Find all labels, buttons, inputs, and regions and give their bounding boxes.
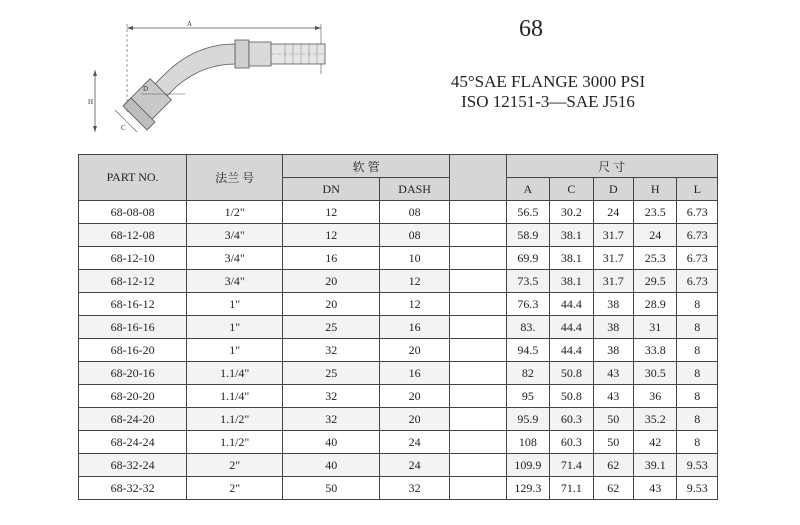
- cell-dn: 20: [283, 270, 380, 293]
- table-row: [79, 431, 718, 454]
- cell-blank: [450, 201, 507, 224]
- cell-part-no: 68-32-32: [79, 477, 187, 500]
- cell-flange: 3/4": [187, 224, 283, 247]
- cell-part-no: 68-24-24: [79, 431, 187, 454]
- cell-flange: 1.1/4": [187, 362, 283, 385]
- cell-part-no: 68-20-16: [79, 362, 187, 385]
- cell-dn: 32: [283, 339, 380, 362]
- table-row: [79, 201, 718, 224]
- cell-dash: 08: [380, 224, 450, 247]
- cell-c: 44.4: [550, 293, 593, 316]
- cell-flange: 1": [187, 293, 283, 316]
- header-dash: DASH: [380, 178, 450, 201]
- cell-c: 60.3: [550, 431, 593, 454]
- cell-part-no: 68-12-12: [79, 270, 187, 293]
- cell-blank: [450, 385, 507, 408]
- cell-dn: 40: [283, 431, 380, 454]
- dim-h-label: H: [88, 98, 94, 106]
- cell-d: 43: [593, 362, 633, 385]
- cell-h: 29.5: [634, 270, 677, 293]
- cell-flange: 1.1/2": [187, 408, 283, 431]
- cell-dash: 24: [380, 431, 450, 454]
- cell-a: 58.9: [506, 224, 549, 247]
- cell-l: 9.53: [677, 454, 718, 477]
- cell-part-no: 68-20-20: [79, 385, 187, 408]
- cell-c: 60.3: [550, 408, 593, 431]
- cell-dash: 24: [380, 454, 450, 477]
- cell-l: 9.53: [677, 477, 718, 500]
- cell-dash: 20: [380, 339, 450, 362]
- cell-l: 8: [677, 385, 718, 408]
- cell-a: 108: [506, 431, 549, 454]
- cell-part-no: 68-24-20: [79, 408, 187, 431]
- cell-h: 31: [634, 316, 677, 339]
- cell-flange: 1/2": [187, 201, 283, 224]
- header-l: L: [677, 178, 718, 201]
- header-hose: 软 管: [283, 155, 450, 178]
- table-row: [79, 454, 718, 477]
- table-row: [79, 293, 718, 316]
- cell-blank: [450, 293, 507, 316]
- cell-l: 6.73: [677, 270, 718, 293]
- cell-part-no: 68-32-24: [79, 454, 187, 477]
- cell-a: 73.5: [506, 270, 549, 293]
- table-row: [79, 362, 718, 385]
- cell-d: 38: [593, 293, 633, 316]
- cell-l: 6.73: [677, 247, 718, 270]
- cell-l: 8: [677, 408, 718, 431]
- cell-a: 95: [506, 385, 549, 408]
- cell-d: 38: [593, 339, 633, 362]
- cell-l: 8: [677, 316, 718, 339]
- title-line-1: 45°SAE FLANGE 3000 PSI: [450, 72, 646, 91]
- cell-flange: 1": [187, 339, 283, 362]
- cell-dash: 16: [380, 316, 450, 339]
- header-flange: 法兰 号: [187, 155, 283, 201]
- cell-dn: 12: [283, 201, 380, 224]
- header-part-no: PART NO.: [79, 155, 187, 201]
- cell-d: 31.7: [593, 224, 633, 247]
- cell-dash: 16: [380, 362, 450, 385]
- cell-part-no: 68-16-12: [79, 293, 187, 316]
- cell-l: 8: [677, 431, 718, 454]
- cell-l: 8: [677, 339, 718, 362]
- cell-dn: 50: [283, 477, 380, 500]
- cell-flange: 1": [187, 316, 283, 339]
- cell-a: 95.9: [506, 408, 549, 431]
- table-row: [79, 270, 718, 293]
- cell-h: 36: [634, 385, 677, 408]
- cell-flange: 2": [187, 454, 283, 477]
- cell-part-no: 68-16-20: [79, 339, 187, 362]
- cell-flange: 2": [187, 477, 283, 500]
- table-row: [79, 477, 718, 500]
- table-row: [79, 408, 718, 431]
- cell-c: 38.1: [550, 247, 593, 270]
- cell-h: 25.3: [634, 247, 677, 270]
- cell-blank: [450, 454, 507, 477]
- dim-c-label: C: [121, 124, 126, 132]
- title-line-2: ISO 12151-3—SAE J516: [461, 92, 635, 111]
- cell-dn: 12: [283, 224, 380, 247]
- cell-c: 38.1: [550, 270, 593, 293]
- cell-h: 30.5: [634, 362, 677, 385]
- cell-dn: 25: [283, 362, 380, 385]
- header-dimensions: 尺 寸: [506, 155, 717, 178]
- cell-dn: 40: [283, 454, 380, 477]
- cell-blank: [450, 477, 507, 500]
- cell-d: 50: [593, 431, 633, 454]
- header-dn: DN: [283, 178, 380, 201]
- dim-a-label: A: [187, 20, 193, 28]
- cell-d: 43: [593, 385, 633, 408]
- cell-c: 38.1: [550, 224, 593, 247]
- header-blank: [450, 155, 507, 201]
- cell-dash: 32: [380, 477, 450, 500]
- cell-c: 71.4: [550, 454, 593, 477]
- spec-table: [78, 154, 718, 500]
- cell-h: 43: [634, 477, 677, 500]
- cell-a: 82: [506, 362, 549, 385]
- header-h: H: [634, 178, 677, 201]
- table-row: [79, 339, 718, 362]
- table-row: [79, 385, 718, 408]
- cell-c: 71.1: [550, 477, 593, 500]
- cell-blank: [450, 270, 507, 293]
- cell-h: 35.2: [634, 408, 677, 431]
- cell-dash: 20: [380, 385, 450, 408]
- cell-part-no: 68-16-16: [79, 316, 187, 339]
- cell-dn: 32: [283, 408, 380, 431]
- cell-blank: [450, 339, 507, 362]
- cell-h: 39.1: [634, 454, 677, 477]
- cell-a: 56.5: [506, 201, 549, 224]
- cell-a: 83.: [506, 316, 549, 339]
- cell-dn: 25: [283, 316, 380, 339]
- cell-c: 44.4: [550, 316, 593, 339]
- cell-a: 69.9: [506, 247, 549, 270]
- cell-l: 8: [677, 362, 718, 385]
- cell-dash: 08: [380, 201, 450, 224]
- cell-l: 6.73: [677, 201, 718, 224]
- cell-a: 76.3: [506, 293, 549, 316]
- cell-d: 24: [593, 201, 633, 224]
- cell-flange: 1.1/2": [187, 431, 283, 454]
- cell-dn: 32: [283, 385, 380, 408]
- cell-d: 31.7: [593, 270, 633, 293]
- cell-dash: 12: [380, 293, 450, 316]
- header-c: C: [550, 178, 593, 201]
- cell-c: 50.8: [550, 362, 593, 385]
- cell-part-no: 68-08-08: [79, 201, 187, 224]
- cell-flange: 1.1/4": [187, 385, 283, 408]
- cell-l: 6.73: [677, 224, 718, 247]
- cell-dn: 20: [283, 293, 380, 316]
- cell-dash: 20: [380, 408, 450, 431]
- cell-blank: [450, 362, 507, 385]
- cell-c: 50.8: [550, 385, 593, 408]
- cell-h: 42: [634, 431, 677, 454]
- table-row: [79, 247, 718, 270]
- cell-a: 129.3: [506, 477, 549, 500]
- table-row: [79, 224, 718, 247]
- header-a: A: [506, 178, 549, 201]
- cell-flange: 3/4": [187, 270, 283, 293]
- cell-c: 44.4: [550, 339, 593, 362]
- cell-a: 109.9: [506, 454, 549, 477]
- cell-blank: [450, 247, 507, 270]
- cell-h: 33.8: [634, 339, 677, 362]
- cell-d: 31.7: [593, 247, 633, 270]
- cell-blank: [450, 408, 507, 431]
- cell-blank: [450, 316, 507, 339]
- table-row: [79, 316, 718, 339]
- dim-d-label: D: [143, 85, 149, 93]
- cell-l: 8: [677, 293, 718, 316]
- cell-d: 50: [593, 408, 633, 431]
- cell-d: 62: [593, 477, 633, 500]
- page-number: 68: [519, 16, 543, 42]
- cell-part-no: 68-12-10: [79, 247, 187, 270]
- cell-blank: [450, 431, 507, 454]
- cell-h: 24: [634, 224, 677, 247]
- cell-a: 94.5: [506, 339, 549, 362]
- cell-blank: [450, 224, 507, 247]
- cell-c: 30.2: [550, 201, 593, 224]
- cell-dash: 12: [380, 270, 450, 293]
- cell-flange: 3/4": [187, 247, 283, 270]
- spec-table-body: [79, 201, 718, 500]
- cell-d: 62: [593, 454, 633, 477]
- cell-d: 38: [593, 316, 633, 339]
- fitting-drawing: [85, 14, 355, 144]
- cell-dn: 16: [283, 247, 380, 270]
- cell-h: 23.5: [634, 201, 677, 224]
- cell-h: 28.9: [634, 293, 677, 316]
- header-d: D: [593, 178, 633, 201]
- cell-dash: 10: [380, 247, 450, 270]
- cell-part-no: 68-12-08: [79, 224, 187, 247]
